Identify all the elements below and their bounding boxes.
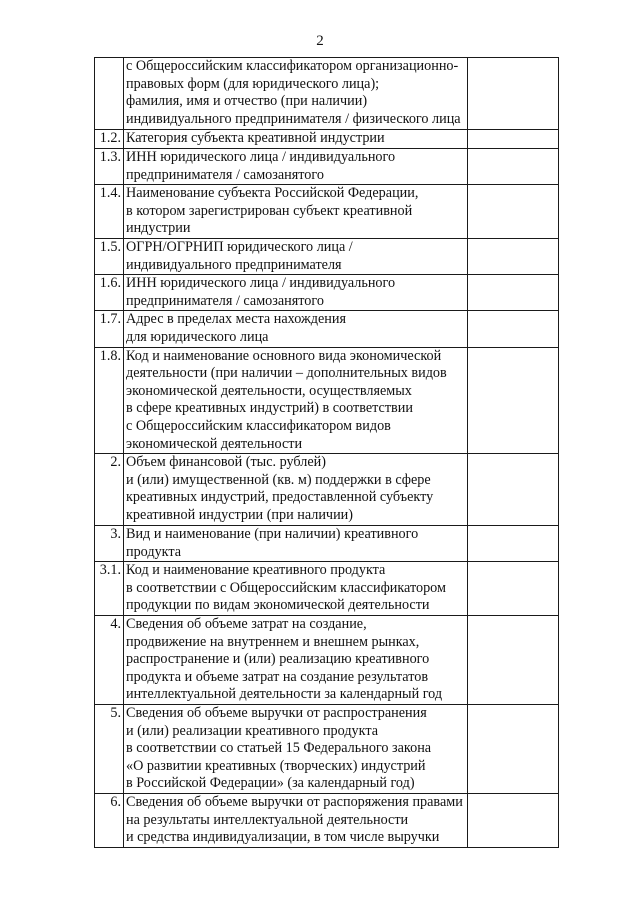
table-row [95, 454, 559, 526]
row-number: 1.4. [95, 185, 124, 239]
row-number: 3. [95, 526, 124, 562]
row-number: 1.8. [95, 347, 124, 454]
row-number: 5. [95, 705, 124, 794]
table-row [95, 794, 559, 848]
row-description: Код и наименование основного вида экономической деятельности (при наличии – дополнительных видов экономической деятельности, осуществляемых в сфере креативных индустрий) в соответствии с Общероссийским классификатором видов экономической деятельности [124, 347, 468, 454]
row-value-cell [468, 149, 559, 185]
row-number: 3.1. [95, 562, 124, 616]
row-number: 1.3. [95, 149, 124, 185]
row-number: 1.2. [95, 130, 124, 149]
row-value-cell [468, 705, 559, 794]
row-number: 1.7. [95, 311, 124, 347]
table-row [95, 275, 559, 311]
row-description: Наименование субъекта Российской Федерации, в котором зарегистрирован субъект креативной индустрии [124, 185, 468, 239]
table-row [95, 311, 559, 347]
row-description: с Общероссийским классификатором организационно- правовых форм (для юридического лица); фамилия, имя и отчество (при наличии) индивидуального предпринимателя / физического лица [124, 58, 468, 130]
table-row [95, 185, 559, 239]
row-value-cell [468, 238, 559, 274]
row-description: Вид и наименование (при наличии) креативного продукта [124, 526, 468, 562]
row-description: ОГРН/ОГРНИП юридического лица / индивидуального предпринимателя [124, 238, 468, 274]
row-number: 1.6. [95, 275, 124, 311]
form-table [94, 57, 559, 848]
row-description: Код и наименование креативного продукта в соответствии с Общероссийским классификатором продукции по видам экономической деятельности [124, 562, 468, 616]
table-row [95, 238, 559, 274]
row-description: Сведения об объеме затрат на создание, продвижение на внутреннем и внешнем рынках, распространение и (или) реализацию креативного продукта и объеме затрат на создание результатов интеллектуальной деятельности за календарный год [124, 616, 468, 705]
table-row [95, 562, 559, 616]
row-value-cell [468, 616, 559, 705]
table-row [95, 347, 559, 454]
page-number: 2 [316, 33, 324, 49]
row-description: Объем финансовой (тыс. рублей) и (или) имущественной (кв. м) поддержки в сфере креативных индустрий, предоставленной субъекту креативной индустрии (при наличии) [124, 454, 468, 526]
table-row [95, 526, 559, 562]
row-description: Адрес в пределах места нахождения для юридического лица [124, 311, 468, 347]
row-value-cell [468, 526, 559, 562]
row-number: 2. [95, 454, 124, 526]
table-row [95, 616, 559, 705]
row-description: Сведения об объеме выручки от распоряжения правами на результаты интеллектуальной деятельности и средства индивидуализации, в том числе выручки [124, 794, 468, 848]
row-value-cell [468, 347, 559, 454]
row-value-cell [468, 130, 559, 149]
table-row [95, 705, 559, 794]
row-value-cell [468, 562, 559, 616]
row-number [95, 58, 124, 130]
table-row [95, 149, 559, 185]
row-value-cell [468, 454, 559, 526]
row-value-cell [468, 185, 559, 239]
row-description: Сведения об объеме выручки от распространения и (или) реализации креативного продукта в соответствии со статьей 15 Федерального закона «О развитии креативных (творческих) индустрий в Российской Федерации» (за календарный год) [124, 705, 468, 794]
row-number: 4. [95, 616, 124, 705]
row-value-cell [468, 311, 559, 347]
table-row [95, 58, 559, 130]
row-value-cell [468, 794, 559, 848]
table-row [95, 130, 559, 149]
row-number: 1.5. [95, 238, 124, 274]
row-description: Категория субъекта креативной индустрии [124, 130, 468, 149]
row-value-cell [468, 275, 559, 311]
row-value-cell [468, 58, 559, 130]
row-description: ИНН юридического лица / индивидуального предпринимателя / самозанятого [124, 149, 468, 185]
row-number: 6. [95, 794, 124, 848]
row-description: ИНН юридического лица / индивидуального предпринимателя / самозанятого [124, 275, 468, 311]
